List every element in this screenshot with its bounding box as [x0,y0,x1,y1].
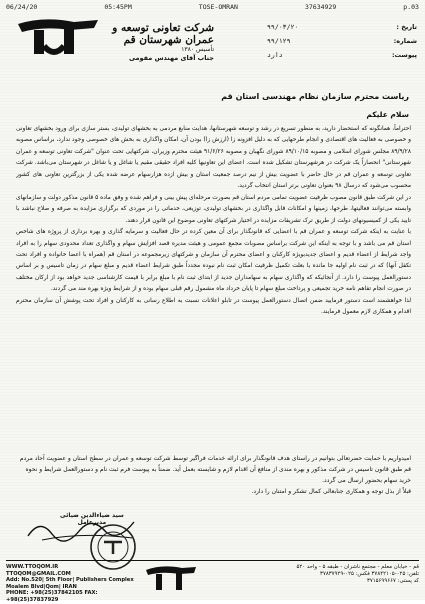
signer-title: مدیرعامل [77,519,107,526]
footer-contact-fa [219,564,419,586]
company-logo-icon [14,16,102,60]
body-paragraph-1: احتراماً، همانگونه که استحضار دارید، به منظور تسریع در رشد و توسعه شهرستانها، هدایت منابع مردمی به بخشهای تولیدی، بستر سازی برای ورود بخشهای تعاونی و خصوصی به فعالیت های اقتصادی و انجام طرحهایی که به دلیل افزونه زا (ارزش زا) بودن آن، امکان واگذاری به بخش های خصوصی وجود ندارد، براساس مصوبه ۸۹/۹/۲۸ مجلس شورای اسلامی و مصوبه ۸۹/۱۰/۱۵ شورای نگهبان و مصوبه ۹۱/۶/۲۶ هیئت محترم وزیران، شرکتهایی تحت عنوان "شرکت تعاونی توسعه و عمران شهرستانی" انحصاراً یک شرکت در هرشهرستان تشکیل شده است. اعضای این تعاونیها کلیه افراد حقیقی مقیم یا شاغل و یا شاغل در شهرستان می‌باشد. شرکت تعاونی توسعه و عمران قم در حال حاضر با عضویت بیش از نیم درصد جمعیت استان و بیش ازده هزارسهام عرضه شده یکی از بزرگترین تعاونی های کشور محسوب می‌شود که درسال ۹۸ بعنوان تعاونی برتر استان انتخاب گردید. [16,126,411,190]
meta-date-label: تاریخ : [396,23,417,31]
footer-contact-en [6,564,136,604]
footer-email: TTOQOM@GMAIL.COM [6,570,71,577]
body-paragraph-3: با عنایت به اینکه شرکت توسعه و عمران قم با اعضایی که قانونگذار برای آن معین کرده در حال فعالیت و سرمایه گذاری و بهره برداری از پروژه های شاخص استان قم می باشد و با توجه به اینکه این شرکت براساس مصوبات مجمع عمومی و هیئت مدیره قصد افزایش سهام و واگذاری تعداد محدودی سهام را به افراد واجد شرایط از اعضاء قدیم و اعضای جدیدبویژه کارکنان و اعضای محترم آن سازمان و شرکتهای زیرمجموعه در استان قم (همراه با اعضا خانواده و افراد تحت تکفل آنها) که در ثبت نام اولیه جا مانده یا بعلت تکمیل ظرفیت امکان ثبت نام نبوده مجدداً طبق شرایط اعضاء قدیم و مبلغ سهام در زمان تاسیس و بر اساس دستورالعمل پیوست را دارد. از آنجائیکه که واگذاری سهام به سهامداران جدید از ابتدای ثبت نام با مبلغ برابر با قیمت کارشناسی جدید خواهد بود از ارکان مختلف در صورت انجام تفاهم نامه خرید تجمیعی و پرداخت مبلغ سهام تا پایان خرداد ماه مشمول رقم قبلی سهام بوده و از شرایط ویژه بهره مند می گردند. [16,229,411,293]
footer-logo-icon [142,564,200,594]
body-paragraph-4: لذا خواهشمند است دستور فرمایید ضمن اتصال دستورالعمل پیوست در تابلو اعلانات نسبت به اطلاع رسانی به کارکنان و افراد تحت پوشش آن سازمان محترم اقدام و همکاری لازم معمول فرمایند. [16,297,411,316]
company-brand [104,22,214,63]
company-name: شرکت تعاونی توسعه و عمران شهرستان قم [112,22,214,46]
fax-date: 06/24/20 [6,3,38,11]
footer-website: WWW.TTOQOM.IR [6,564,59,570]
fax-sender: TOSE-OMRAN [198,3,238,11]
meta-attachment-label: پیوست: [391,51,417,59]
meta-date-value: ۹۹/۰۳/۲۰ [267,23,299,31]
footer-address-en: Add: No.520| 5th Floor| Publishers Complex [6,577,134,584]
footer-phone-en: PHONE: +98(25)37842105 FAX: +98(25)37837929 [6,590,98,603]
company-founded: تأسیس ۱۳۸۰ [181,46,214,53]
fax-page: p.03 [403,3,419,11]
meta-number-row [267,34,417,48]
meta-number-value: ۹۹/۱۲۹ [267,37,291,45]
letter-meta [267,20,417,62]
signer-name: سید ضیاءالدین ضیائی [60,512,124,519]
closing-paragraph-2: قبلاً از بذل توجه و همکاری جنابعالی کمال تشکر و امتنان را دارد. [251,488,411,495]
body-paragraph-2: در این شرکت طبق قانون مصوب ظرفیت عضویت تمامی مردم استان قم بصورت مرحله‌ای پیش بینی و فراهم شده و وفق ماده ۵ قانون مذکور دولت و سازمانهای وابسته می‌توانند فعالیتها، طرحها، زمینها و امکانات قابل واگذاری در بخشهای تولیدی، توزیعی، خدماتی را در موردی که برگزاری مزایده به صرفه و صلاح نباشد با تایید یکی از کمیسیونهای دولت از طریق ترک تشریفات مزایده در اختیار شرکتهای تعاونی موضوع این قانون قرار دهند. [16,194,411,224]
closing-paragraph-1: امیدواریم با حمایت حضرتعالی بتوانیم در راستای هدف قانونگذار برای ارائه خدمات فراگیر توسط شرکت توسعه و عمران در سطح استان و عضویت آحاد مردم قم طبق قانون تاسیس در شرکت مذکور و بهره مندی از منافع آن اقدام لازم و شایسته بعمل آید. ضمناً به پیوست فرم ثبت نام و دستورالعمل شرایط و نحوه خرید سهام بحضور ارسال می گردد. [19,455,411,484]
footer-phone-fa: تلفن: ۰۲۵-۳۷۸۴۲۱۰۵ فکس: ۰۲۵-۳۷۸۳۷۹۲۹ [320,571,419,578]
greeting: سلام علیکم [366,110,409,119]
footer-street-en: Moalem Blvd|Qom| IRAN [6,583,77,590]
fax-time: 05:45PM [104,3,132,11]
meta-date-row [267,20,417,34]
meta-attachment-value: دارد [267,51,283,59]
footer-address-fa: قم - خیابان معلم - مجتمع ناشران - طبقه ۵ - واحد ۵۲۰ [296,564,419,570]
fax-number: 37634929 [304,3,337,11]
letter-body [16,124,411,454]
letter-footer [6,560,419,603]
fax-header [6,3,419,13]
meta-number-label: شماره: [393,37,417,45]
meta-attachment-row [267,48,417,62]
footer-postal-fa: کد پستی: ۳۷۱۵۶۹۹۶۶۷ [366,578,419,585]
letter-closing [16,453,411,497]
recipient-name: جناب آقای مهندس مقومی [128,54,214,62]
addressee: ریاست محترم سازمان نظام مهندسی استان قم [221,92,409,101]
